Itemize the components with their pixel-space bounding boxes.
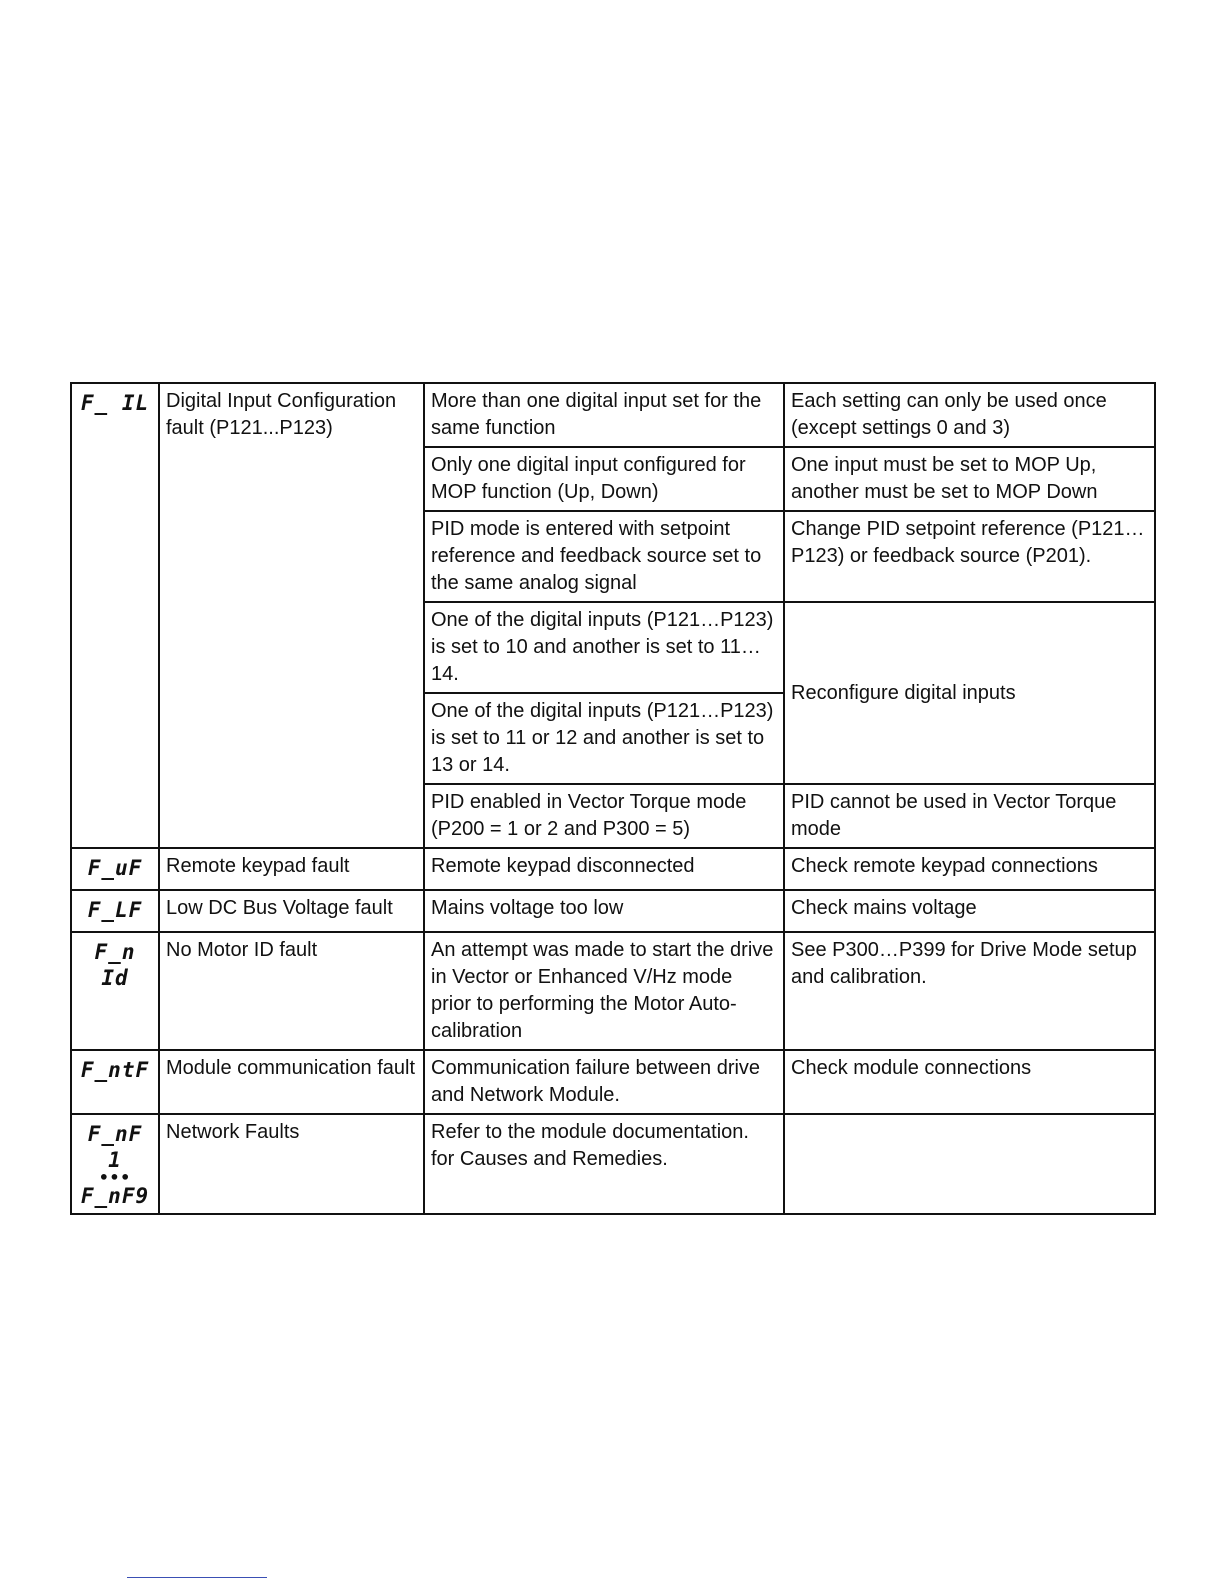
table-row — [71, 1114, 1155, 1214]
fault-code-cell — [71, 1114, 159, 1214]
fault-cause: An attempt was made to start the drive in Vector or Enhanced V/Hz mode prior to performing the Motor Auto-calibration — [424, 932, 784, 1050]
fault-cause: Mains voltage too low — [424, 890, 784, 932]
fault-code-cell — [71, 932, 159, 1050]
fault-description: Digital Input Configuration fault (P121...P123) — [159, 383, 424, 848]
fault-remedy: Check remote keypad connections — [784, 848, 1155, 890]
fault-code: F_ IL — [80, 391, 150, 415]
fault-cause: One of the digital inputs (P121…P123) is set to 11 or 12 and another is set to 13 or 14. — [424, 693, 784, 784]
fault-cause: One of the digital inputs (P121…P123) is set to 10 and another is set to 11…14. — [424, 602, 784, 693]
table-row — [71, 1050, 1155, 1114]
fault-cause: More than one digital input set for the same function — [424, 383, 784, 447]
fault-code-cell — [71, 383, 159, 848]
fault-cause: Remote keypad disconnected — [424, 848, 784, 890]
fault-cause: Communication failure between drive and Network Module. — [424, 1050, 784, 1114]
fault-code-cell — [71, 1050, 159, 1114]
fault-remedy: Change PID setpoint reference (P121…P123) or feedback source (P201). — [784, 511, 1155, 602]
fault-remedy: See P300…P399 for Drive Mode setup and calibration. — [784, 932, 1155, 1050]
fault-remedy — [784, 1114, 1155, 1214]
fault-code-range-start: F_nF 1 — [87, 1122, 143, 1172]
fault-remedy: Check mains voltage — [784, 890, 1155, 932]
fault-code: F_ntF — [80, 1058, 150, 1082]
fault-code: F_uF — [87, 856, 143, 880]
fault-description: No Motor ID fault — [159, 932, 424, 1050]
fault-code-cell — [71, 890, 159, 932]
fault-description: Low DC Bus Voltage fault — [159, 890, 424, 932]
fault-code-cell — [71, 848, 159, 890]
fault-remedy: PID cannot be used in Vector Torque mode — [784, 784, 1155, 848]
fault-cause: Refer to the module documentation. for Causes and Remedies. — [424, 1114, 784, 1214]
table-row — [71, 890, 1155, 932]
fault-code: F_n Id — [94, 940, 136, 990]
fault-description: Module communication fault — [159, 1050, 424, 1114]
fault-remedy: One input must be set to MOP Up, another must be set to MOP Down — [784, 447, 1155, 511]
table-row — [71, 932, 1155, 1050]
fault-description: Remote keypad fault — [159, 848, 424, 890]
fault-remedy: Reconfigure digital inputs — [784, 602, 1155, 784]
fault-cause: Only one digital input configured for MOP function (Up, Down) — [424, 447, 784, 511]
fault-remedy: Check module connections — [784, 1050, 1155, 1114]
fault-table — [70, 382, 1156, 1215]
fault-cause: PID mode is entered with setpoint reference and feedback source set to the same analog signal — [424, 511, 784, 602]
table-row — [71, 383, 1155, 447]
fault-cause: PID enabled in Vector Torque mode (P200 = 1 or 2 and P300 = 5) — [424, 784, 784, 848]
fault-code: F_LF — [87, 898, 143, 922]
table-row — [71, 848, 1155, 890]
ellipsis-dots: ••• — [99, 1168, 131, 1187]
fault-code-range-end: F_nF9 — [80, 1184, 150, 1208]
footer-link-underline — [127, 1577, 267, 1578]
fault-remedy: Each setting can only be used once (except settings 0 and 3) — [784, 383, 1155, 447]
fault-description: Network Faults — [159, 1114, 424, 1214]
